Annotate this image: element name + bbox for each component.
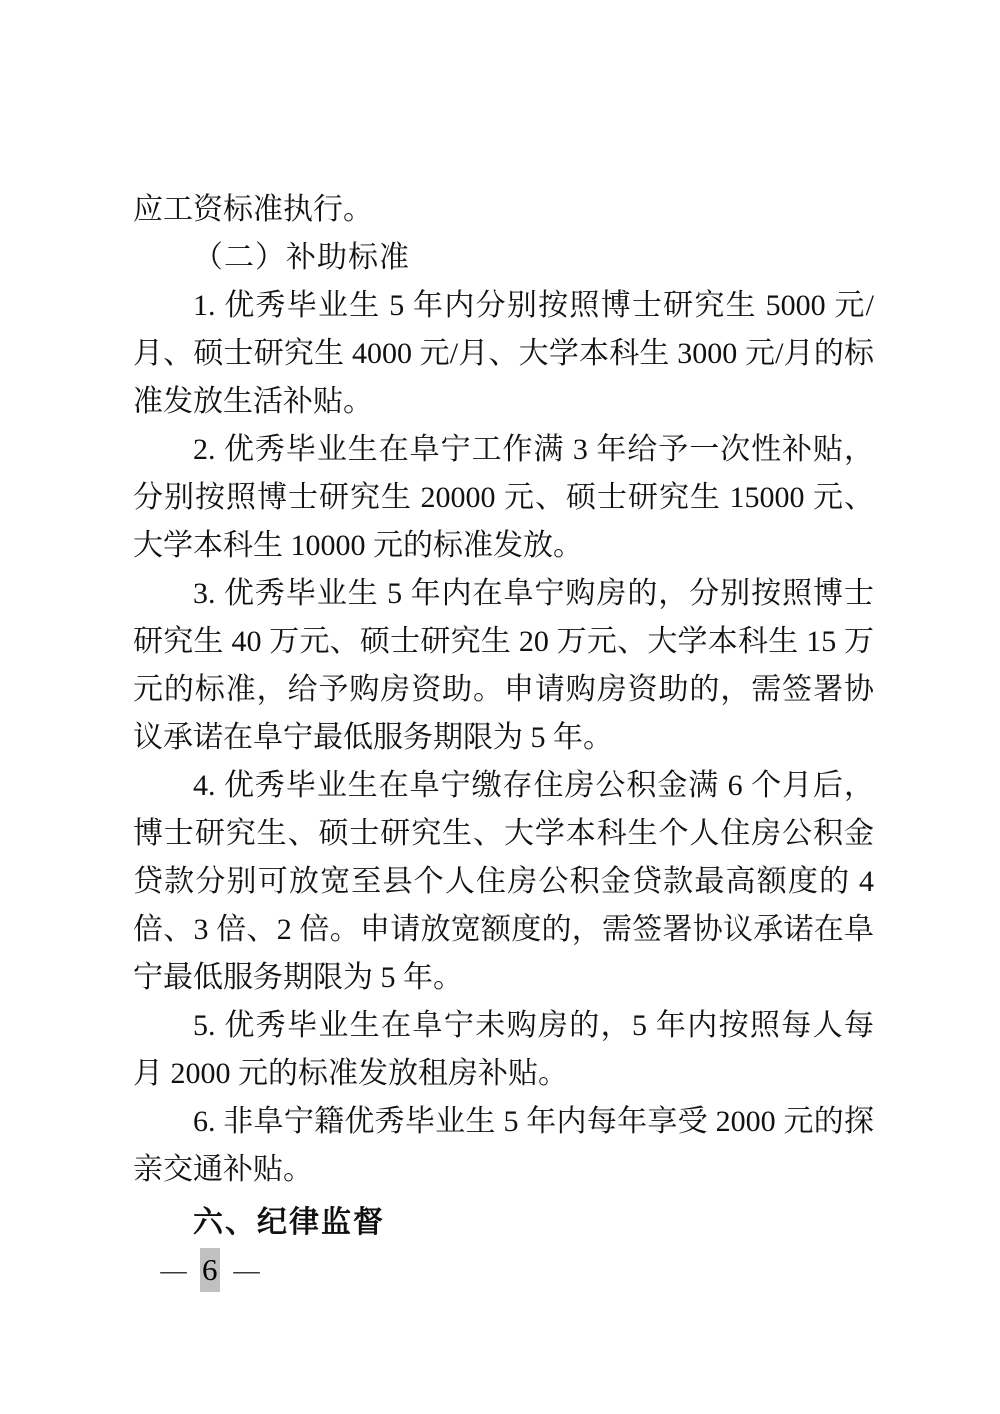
page-footer xyxy=(158,1248,262,1292)
footer-dash-left: — xyxy=(160,1252,187,1287)
subheading-butie-biaozhun: （二）补助标准 xyxy=(193,241,410,274)
footer-dash-right: — xyxy=(232,1252,260,1287)
item-5-rent-subsidy: 5. 优秀毕业生在阜宁未购房的，5 年内按照每人每月 2000 元的标准发放租房补贴。 xyxy=(133,1009,874,1090)
item-2-onetime-subsidy: 2. 优秀毕业生在阜宁工作满 3 年给予一次性补贴，分别按照博士研究生 20000 元、硕士研究生 15000 元、大学本科生 10000 元的标准发放。 xyxy=(133,433,874,562)
section-heading-discipline: 六、纪律监督 xyxy=(193,1206,385,1239)
continuation-line: 应工资标准执行。 xyxy=(133,193,373,226)
item-3-housing-purchase-subsidy: 3. 优秀毕业生 5 年内在阜宁购房的，分别按照博士研究生 40 万元、硕士研究生 20 万元、大学本科生 15 万元的标准，给予购房资助。申请购房资助的，需签署协议承诺在阜宁最低服务期限为 5 年。 xyxy=(133,577,874,754)
page-number: 6 xyxy=(200,1248,220,1292)
item-1-living-subsidy: 1. 优秀毕业生 5 年内分别按照博士研究生 5000 元/月、硕士研究生 4000 元/月、大学本科生 3000 元/月的标准发放生活补贴。 xyxy=(133,289,874,418)
item-4-housing-fund-loan: 4. 优秀毕业生在阜宁缴存住房公积金满 6 个月后，博士研究生、硕士研究生、大学本科生个人住房公积金贷款分别可放宽至县个人住房公积金贷款最高额度的 4 倍、3 倍、2 倍。申请放宽额度的，需签署协议承诺在阜宁最低服务期限为 5 年。 xyxy=(133,769,874,994)
document-body xyxy=(133,186,874,1247)
item-6-travel-subsidy: 6. 非阜宁籍优秀毕业生 5 年内每年享受 2000 元的探亲交通补贴。 xyxy=(133,1105,874,1186)
